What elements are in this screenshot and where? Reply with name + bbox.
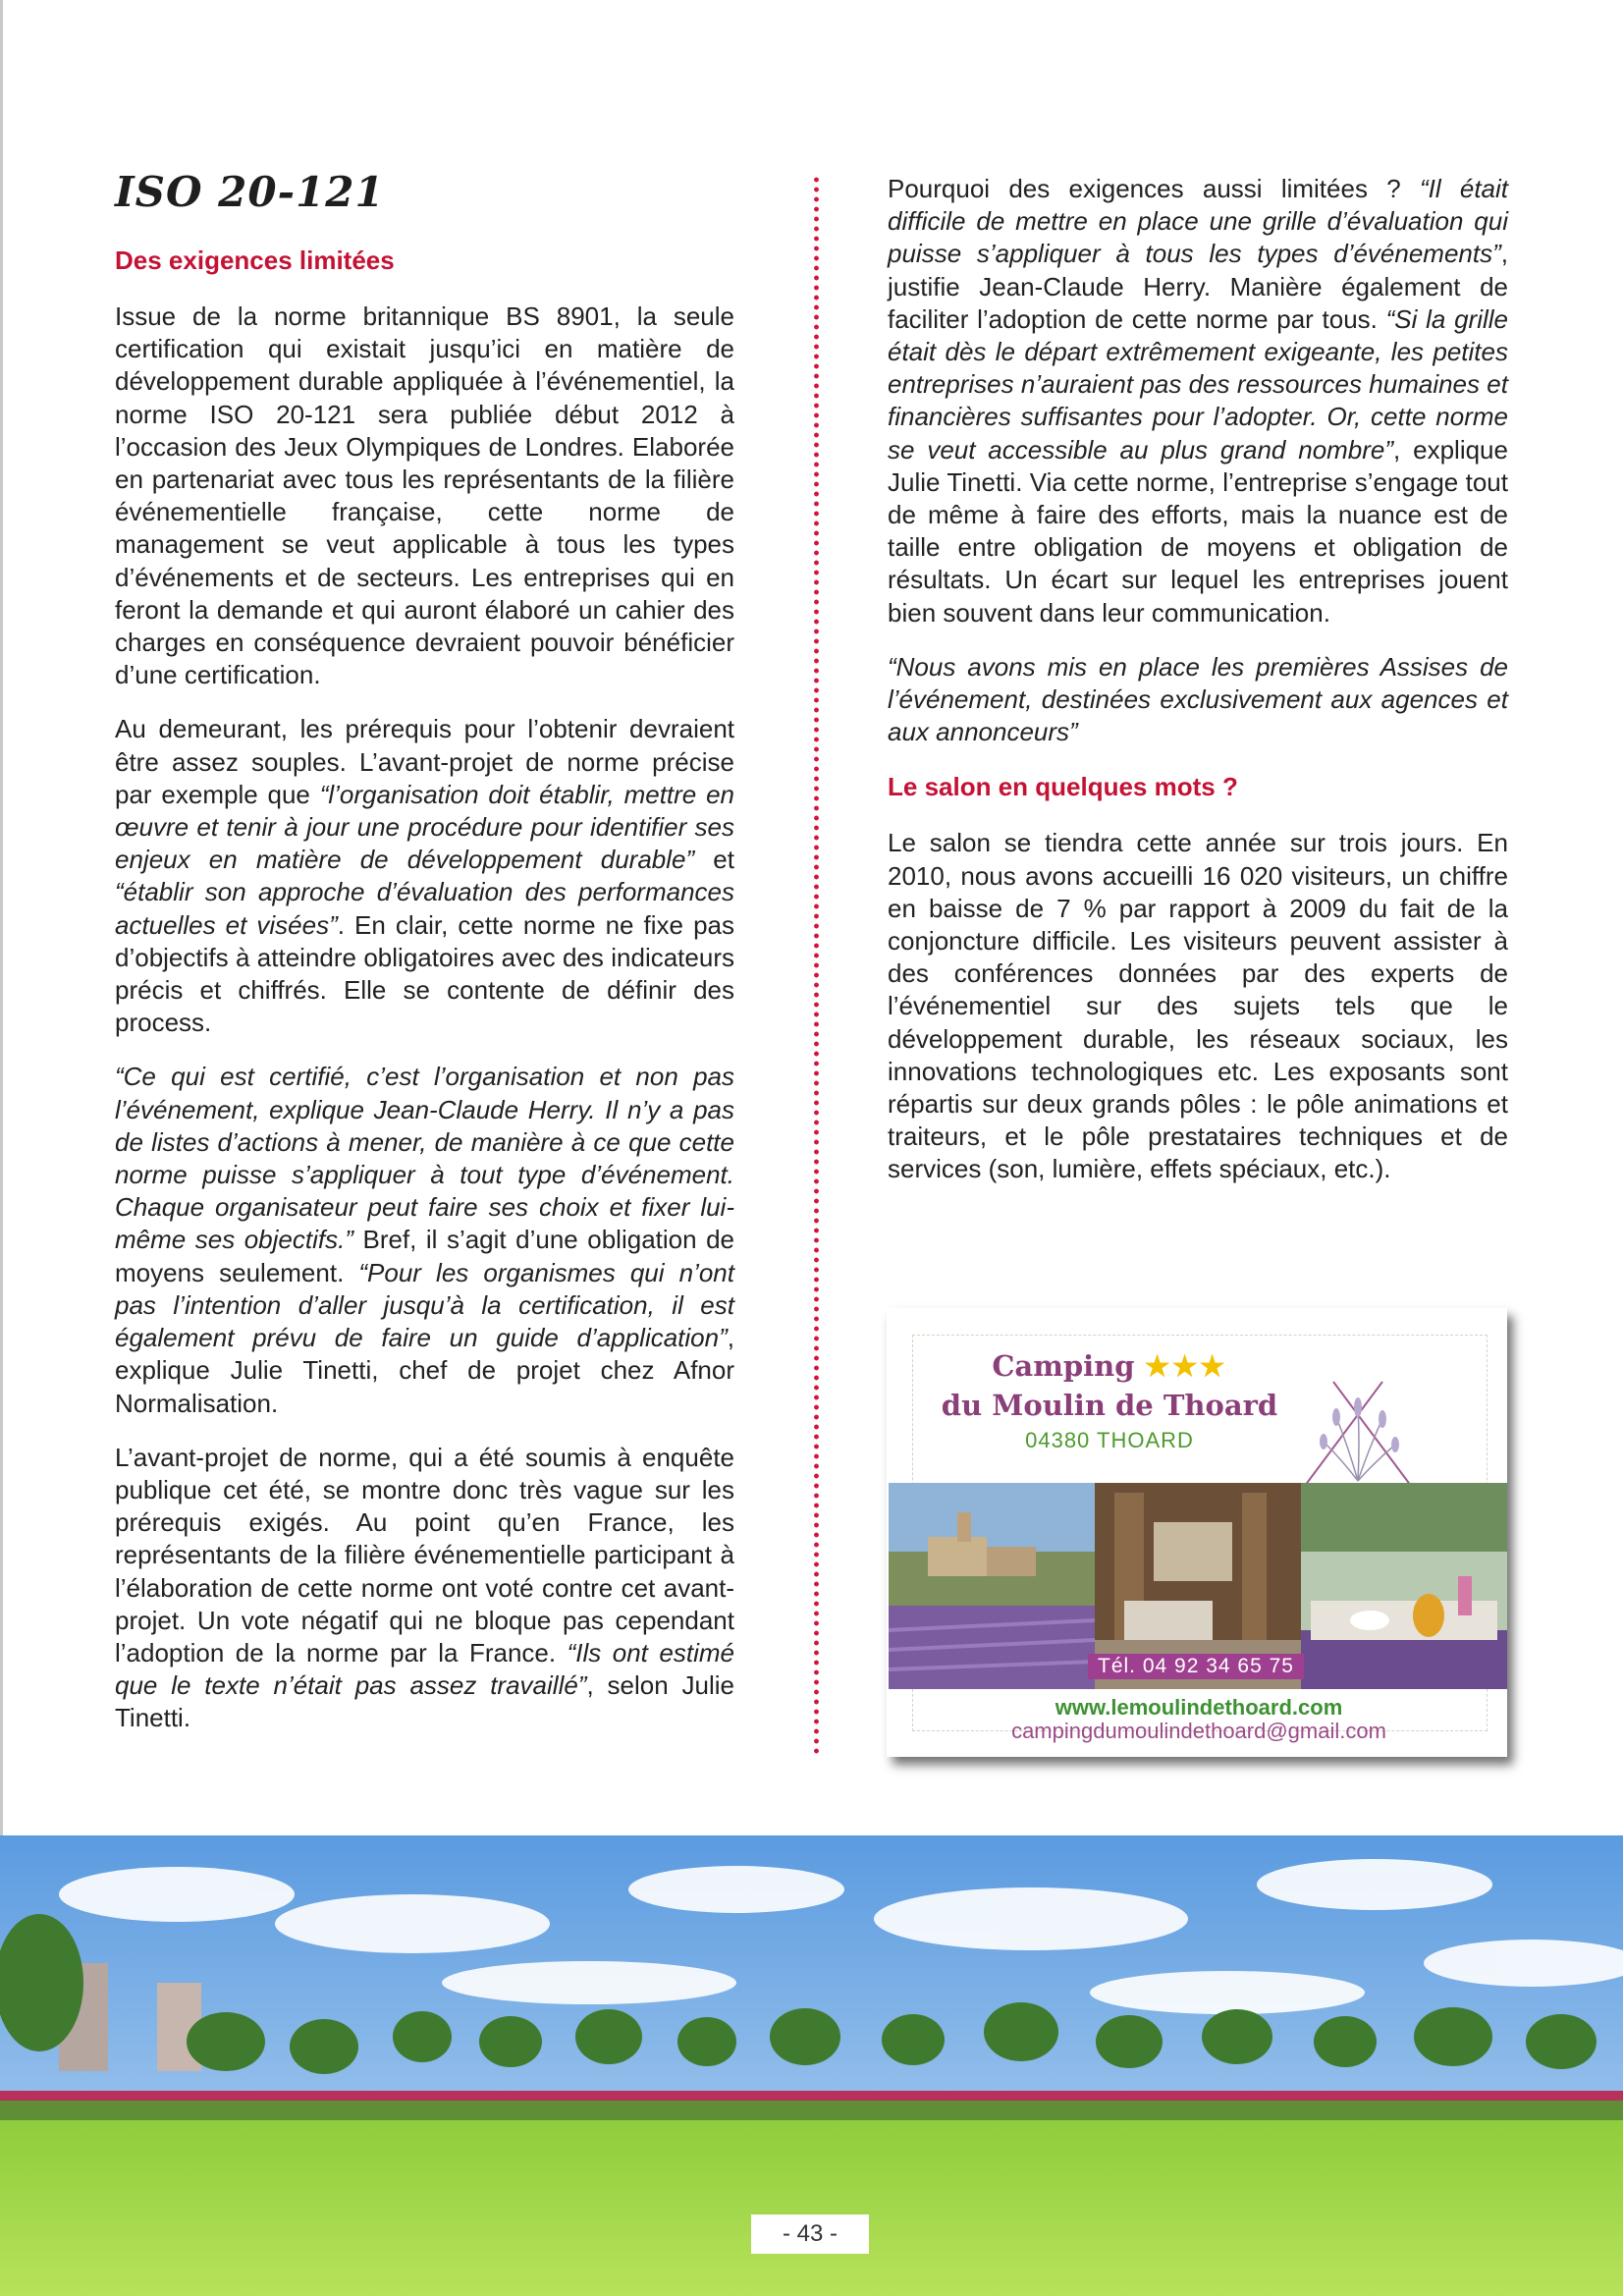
paragraph-4: L’avant-projet de norme, qui a été soumis à enquête publique cet été, se montre donc très vague sur les prérequis exigés. Au point qu’en France, les représentants de la filière événementielle participant à l’élaboration de cette norme ont voté contre cet avant-projet. Un vote négatif qui ne bloque pas cependant l’adoption de la norme par la France. “Ils ont estimé que le texte n’était pas assez travaillé”, selon Julie Tinetti. [115,1442,734,1733]
left-column [115,167,734,1757]
paragraph-3: “Ce qui est certifié, c’est l’organisation et non pas l’événement, explique Jean-Claude Herry. Il n’y a pas de listes d’actions à mener, de manière à ce que cette norme puisse s’appliquer à tout type d’événement. Chaque organisateur peut faire ses choix et fixer lui-même ses objectifs.” Bref, il s’agit d’une obligation de moyens seulement. “Pour les organismes qui n’ont pas l’intention d’aller jusqu’à la certification, il est également prévu de faire un guide d’application”, explique Julie Tinetti, chef de projet chez Afnor Normalisation. [115,1062,734,1418]
ad-name-line2: du Moulin de Thoard [941,1389,1278,1422]
page-number: - 43 - [751,2214,869,2254]
ad-email-link[interactable]: campingdumoulindethoard@gmail.com [1011,1719,1386,1743]
ad-phone: Tél. 04 92 34 65 75 [1088,1654,1304,1679]
right-column [888,173,1508,1208]
ad-website-link[interactable]: www.lemoulindethoard.com [1055,1695,1343,1720]
ad-name-line1: Camping ★★★ [992,1349,1227,1383]
section-heading-exigences: Des exigences limitées [115,246,395,275]
section-heading-salon: Le salon en quelques mots ? [888,772,1238,802]
paragraph-quote: “Nous avons mis en place les premières Assises de l’événement, destinées exclusivement aux agences et aux annonceurs” [888,651,1508,747]
paragraph-1: Issue de la norme britannique BS 8901, la seule certification qui existait jusqu’ici en matière de développement durable appliquée à l’événementiel, la norme ISO 20-121 sera publiée début 2012 à l’occasion des Jeux Olympiques de Londres. Elaborée en partenariat avec tous les représentants de la filière événementielle française, cette norme de management se veut applicable à tous les types d’événements et de secteurs. Les entreprises qui en feront la demande et qui auront élaboré un cahier des charges en conséquence devraient pouvoir bénéficier d’une certification. [115,301,734,690]
paragraph-2: Au demeurant, les prérequis pour l’obtenir devraient être assez souples. L’avant-projet de norme précise par exemple que “l’organisation doit établir, mettre en œuvre et tenir à jour une procédure pour identifier ses enjeux en matière de développement durable” et “établir son approche d’évaluation des performances actuelles et visées”. En clair, cette norme ne fixe pas d’objectifs à atteindre obligatoires avec des indicateurs précis et chiffrés. Elle se contente de définir des process. [115,714,735,1038]
column-divider [814,175,819,1758]
ad-photo-strip [889,1483,1507,1689]
article-title: ISO 20-121 [115,168,385,216]
camping-advertisement[interactable] [887,1308,1507,1757]
ad-city: 04380 THOARD [1025,1428,1194,1452]
paragraph-salon: Le salon se tiendra cette année sur trois jours. En 2010, nous avons accueilli 16 020 visiteurs, un chiffre en baisse de 7 % par rapport à 2009 du fait de la conjoncture difficile. Les visiteurs peuvent assister à des conférences données par des experts de l’événementiel sur des sujets tels que le développement durable, les réseaux sociaux, les innovations technologiques etc. Les exposants sont répartis sur deux grands pôles : le pôle animations et traiteurs, et le pôle prestataires techniques et de services (son, lumière, effets spéciaux, etc.). [888,828,1508,1184]
village-photo [889,1483,1095,1689]
star-rating-icon: ★★★ [1144,1349,1227,1383]
terrace-photo [1301,1483,1507,1689]
paragraph-5: Pourquoi des exigences aussi limitées ? “Il était difficile de mettre en place une grille d’évaluation qui puisse s’appliquer à tous les types d’événements”, justifie Jean-Claude Herry. Manière également de faciliter l’adoption de cette norme par tous. “Si la grille était dès le départ extrêmement exigeante, les petites entreprises n’auraient pas des ressources humaines et financières suffisantes pour l’adopter. Or, cette norme se veut accessible au plus grand nombre”, explique Julie Tinetti. Via cette norme, l’entreprise s’engage tout de même à faire des efforts, mais la nuance est de taille entre obligation de moyens et obligation de résultats. Un écart sur lequel les entreprises jouent bien souvent dans leur communication. [888,174,1509,628]
